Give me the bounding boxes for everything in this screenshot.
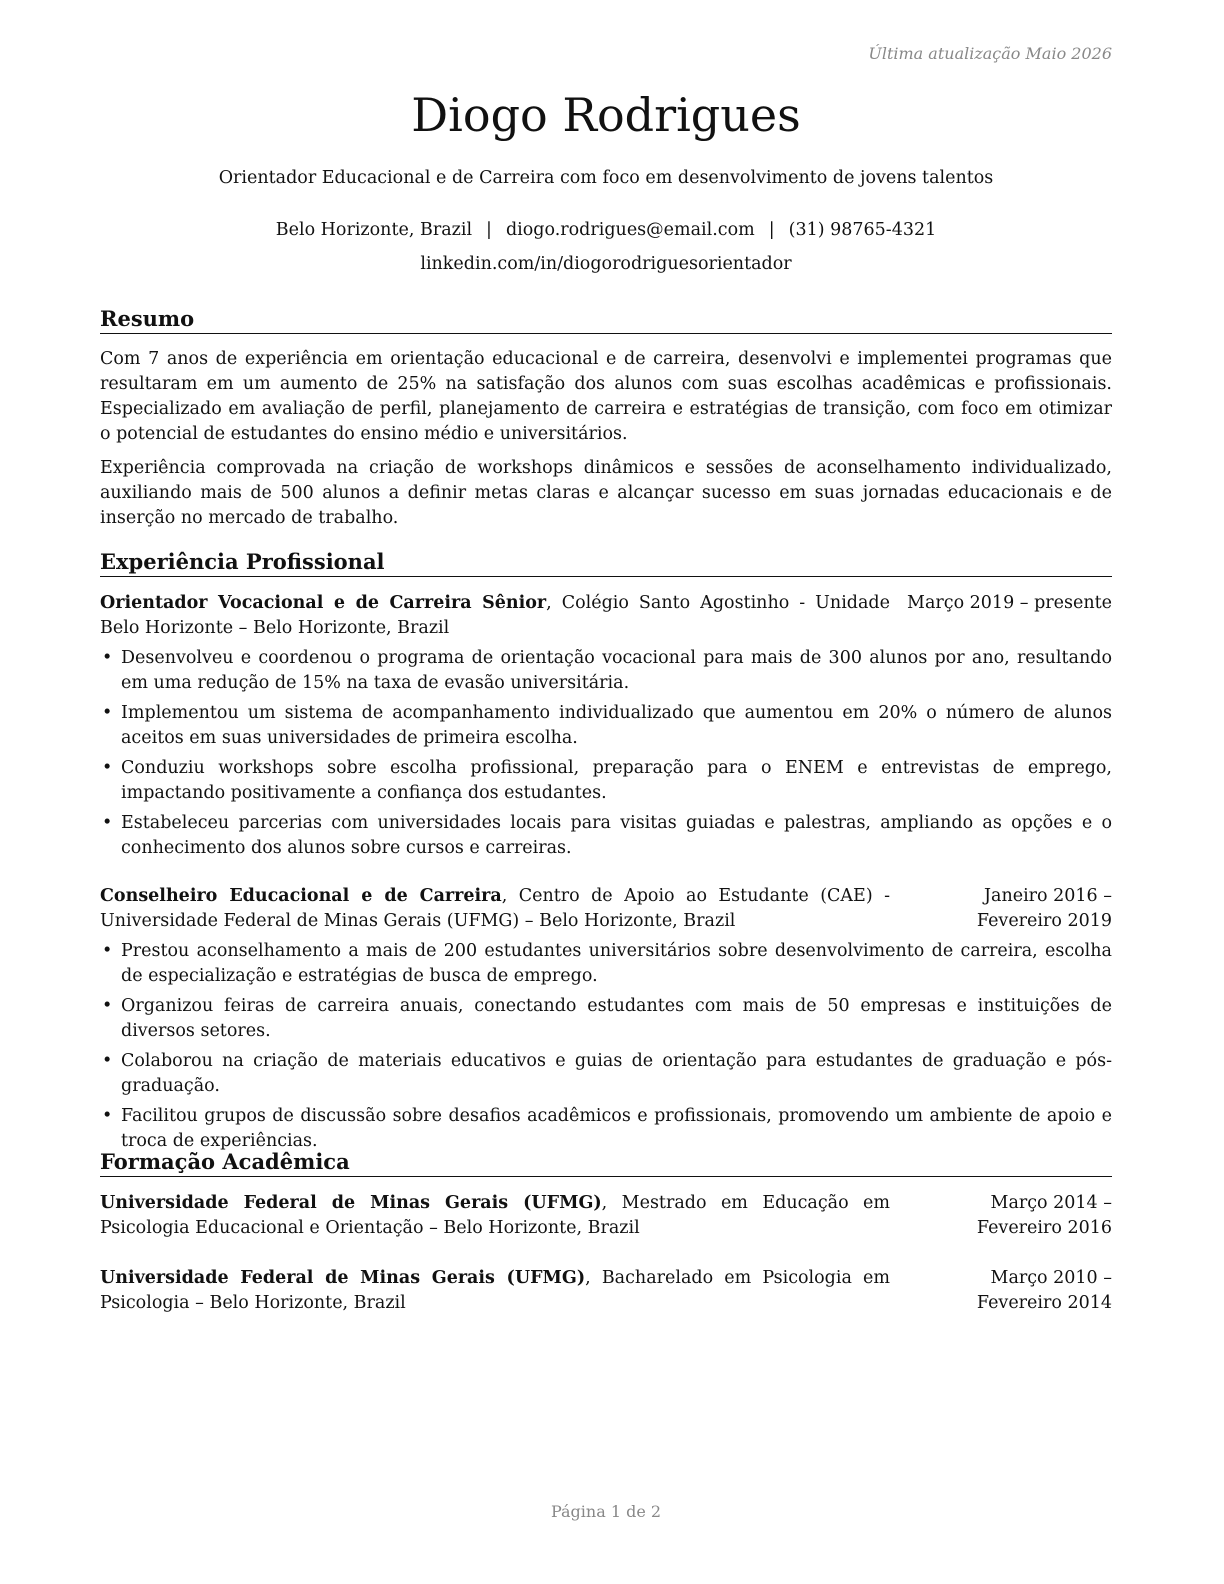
school-name: Universidade Federal de Minas Gerais (UFMG) bbox=[100, 1193, 602, 1213]
education-date: Março 2014 – Fevereiro 2016 bbox=[976, 1193, 1112, 1238]
candidate-name: Diogo Rodrigues bbox=[411, 88, 801, 142]
linkedin-link[interactable]: linkedin.com/in/diogorodriguesorientador bbox=[420, 254, 792, 274]
tagline: Orientador Educacional e de Carreira com foco em desenvolvimento de jovens talentos bbox=[218, 168, 994, 188]
list-item: • Estabeleceu parcerias com universidades locais para visitas guiadas e palestras, ampliando as opções e o conhecimento dos alunos sobre cursos e carreiras. bbox=[102, 813, 1112, 858]
job-date: Janeiro 2016 – Fevereiro 2019 bbox=[976, 886, 1112, 931]
section-title-summary: Resumo bbox=[100, 306, 1112, 334]
list-item: • Desenvolveu e coordenou o programa de orientação vocacional para mais de 300 alunos por ano, resultando em uma redução de 15% na taxa de evasão universitária. bbox=[102, 648, 1112, 693]
section-title-experience: Experiência Profissional bbox=[100, 549, 1112, 577]
degree-detail: , Bacharelado em Psicologia em Psicologia – Belo Horizonte, Brazil bbox=[100, 1268, 891, 1313]
list-item: • Organizou feiras de carreira anuais, conectando estudantes com mais de 50 empresas e instituições de diversos setores. bbox=[102, 996, 1112, 1041]
summary-paragraph: Experiência comprovada na criação de workshops dinâmicos e sessões de aconselhamento individualizado, auxiliando mais de 500 alunos a definir metas claras e alcançar sucesso em suas jornadas educacionais e de inserção no mercado de trabalho. bbox=[100, 458, 1112, 528]
education-item bbox=[100, 1266, 1112, 1316]
page-number: Página 1 de 2 bbox=[550, 1502, 662, 1521]
contact-line bbox=[100, 220, 1112, 240]
list-item: • Conduziu workshops sobre escolha profissional, preparação para o ENEM e entrevistas de emprego, impactando positivamente a confiança dos estudantes. bbox=[102, 758, 1112, 803]
education-item bbox=[100, 1191, 1112, 1241]
separator: | bbox=[768, 220, 775, 240]
job-organization: , Centro de Apoio ao Estudante (CAE) - Universidade Federal de Minas Gerais (UFMG) – Belo Horizonte, Brazil bbox=[100, 886, 890, 931]
job-role: Conselheiro Educacional e de Carreira bbox=[100, 886, 502, 906]
job-organization: , Colégio Santo Agostinho - Unidade Belo Horizonte – Belo Horizonte, Brazil bbox=[100, 593, 890, 638]
list-item: • Facilitou grupos de discussão sobre desafios acadêmicos e profissionais, promovendo um ambiente de apoio e troca de experiências. bbox=[102, 1106, 1112, 1151]
job-bullets bbox=[100, 646, 1112, 866]
list-item: • Colaborou na criação de materiais educativos e guias de orientação para estudantes de graduação e pós-graduação. bbox=[102, 1051, 1112, 1096]
phone: (31) 98765-4321 bbox=[788, 220, 937, 240]
separator: | bbox=[486, 220, 492, 240]
resume-page bbox=[100, 0, 1112, 1584]
degree-detail: , Mestrado em Educação em Psicologia Educacional e Orientação – Belo Horizonte, Brazil bbox=[100, 1193, 890, 1238]
last-updated: Última atualização Maio 2026 bbox=[868, 44, 1112, 63]
job-date: Março 2019 – presente bbox=[907, 593, 1112, 613]
education-date: Março 2010 – Fevereiro 2014 bbox=[976, 1268, 1112, 1313]
section-title-education: Formação Acadêmica bbox=[100, 1149, 1112, 1177]
location: Belo Horizonte, Brazil bbox=[275, 220, 473, 240]
job-header bbox=[100, 591, 1112, 641]
job-header bbox=[100, 884, 1112, 934]
job-bullets bbox=[100, 939, 1112, 1159]
email-link[interactable]: diogo.rodrigues@email.com bbox=[505, 220, 755, 240]
school-name: Universidade Federal de Minas Gerais (UFMG) bbox=[100, 1268, 586, 1288]
list-item: • Prestou aconselhamento a mais de 200 estudantes universitários sobre desenvolvimento de carreira, escolha de especialização e estratégias de busca de emprego. bbox=[102, 941, 1112, 986]
job-role: Orientador Vocacional e de Carreira Sênior bbox=[100, 593, 547, 613]
list-item: • Implementou um sistema de acompanhamento individualizado que aumentou em 20% o número de alunos aceitos em suas universidades de primeira escolha. bbox=[102, 703, 1112, 748]
summary-paragraph: Com 7 anos de experiência em orientação educacional e de carreira, desenvolvi e implementei programas que resultaram em um aumento de 25% na satisfação dos alunos com suas escolhas acadêmicas e profissionais. Especializado em avaliação de perfil, planejamento de carreira e estratégias de transição, com foco em otimizar o potencial de estudantes do ensino médio e universitários. bbox=[100, 349, 1112, 444]
